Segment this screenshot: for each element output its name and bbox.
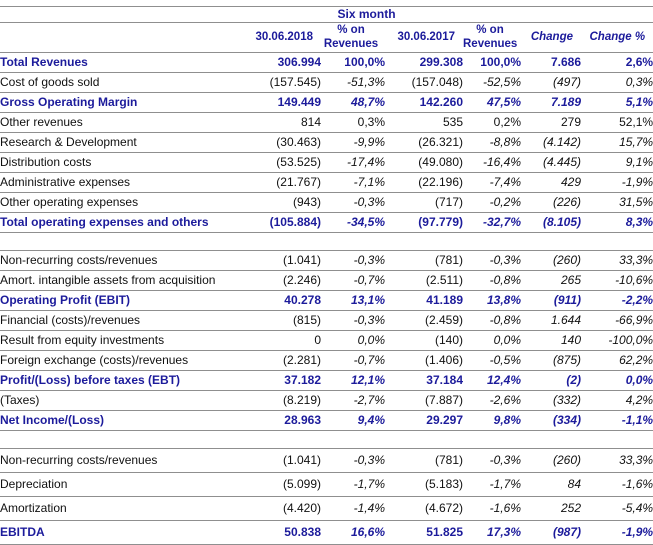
cell-pct-2017: -0,2% <box>489 194 521 209</box>
pct-header-line1: % on <box>476 24 504 37</box>
cell-pct-2017: 12,4% <box>486 372 521 387</box>
cell-change-pct: 0,3% <box>625 74 653 89</box>
cell-value-2018: (157.545) <box>269 74 321 89</box>
cell-change-pct: -66,9% <box>615 312 653 327</box>
spacer-row <box>0 431 653 449</box>
cell-value-2017: (781) <box>434 452 463 467</box>
cell-pct-2018: -0,7% <box>353 352 385 367</box>
cell-change-pct: 15,7% <box>619 134 653 149</box>
column-header-row <box>0 23 653 53</box>
row-label: Financial (costs)/revenues <box>0 312 141 327</box>
cell-change: 429 <box>560 174 581 189</box>
cell-change-pct: 33,3% <box>619 252 653 267</box>
cell-change-pct: -100,0% <box>608 332 653 347</box>
cell-change-pct: 9,1% <box>625 154 653 169</box>
period-group-row <box>0 7 653 23</box>
column-header-pct-2017 <box>463 23 521 53</box>
income-statement-table <box>0 6 653 545</box>
cell-pct-2017: 0,0% <box>493 332 521 347</box>
row-label: Cost of goods sold <box>0 74 100 89</box>
cell-value-2018: (1.041) <box>282 252 321 267</box>
cell-change-pct: 2,6% <box>625 54 653 69</box>
cell-pct-2018: -51,3% <box>346 74 385 89</box>
cell-change: 84 <box>567 476 581 491</box>
cell-value-2018: 37.182 <box>284 372 321 387</box>
cell-pct-2017: 13,8% <box>486 292 521 307</box>
spacer-row <box>0 233 653 251</box>
row-label: Foreign exchange (costs)/revenues <box>0 352 189 367</box>
cell-pct-2018: -1,4% <box>353 500 385 515</box>
table-row <box>0 153 653 173</box>
section-spacer <box>0 431 653 449</box>
cell-value-2017: 299.308 <box>419 54 463 69</box>
cell-change-pct: -5,4% <box>621 500 653 515</box>
cell-pct-2017: -2,6% <box>489 392 521 407</box>
table-row <box>0 351 653 371</box>
cell-value-2018: 40.278 <box>284 292 321 307</box>
cell-value-2017: 51.825 <box>426 524 463 539</box>
cell-pct-2018: -0,3% <box>353 194 385 209</box>
cell-value-2018: 814 <box>300 114 321 129</box>
cell-value-2018: 0 <box>314 332 321 347</box>
cell-pct-2018: -1,7% <box>353 476 385 491</box>
cell-change-pct: 33,3% <box>619 452 653 467</box>
row-label: Total Revenues <box>0 54 88 69</box>
cell-value-2017: (26.321) <box>418 134 463 149</box>
cell-pct-2018: 13,1% <box>350 292 385 307</box>
table-row <box>0 311 653 331</box>
row-label: Research & Development <box>0 134 137 149</box>
cell-value-2018: (4.420) <box>282 500 321 515</box>
table-row <box>0 193 653 213</box>
table-row <box>0 133 653 153</box>
cell-pct-2017: 100,0% <box>480 54 521 69</box>
cell-change-pct: 8,3% <box>625 214 653 229</box>
column-header-date-2018: 30.06.2018 <box>255 31 313 44</box>
table-section-3 <box>0 449 653 545</box>
cell-change: 1.644 <box>550 312 581 327</box>
cell-change: 140 <box>560 332 581 347</box>
table-row <box>0 213 653 233</box>
cell-pct-2017: -8,8% <box>489 134 521 149</box>
cell-change: (260) <box>552 252 581 267</box>
cell-value-2018: 306.994 <box>277 54 321 69</box>
table-row <box>0 497 653 521</box>
column-header-label <box>0 23 245 53</box>
column-header-change: Change <box>530 31 573 44</box>
table-row <box>0 113 653 133</box>
row-label: Other operating expenses <box>0 194 139 209</box>
cell-value-2018: (943) <box>292 194 321 209</box>
cell-pct-2017: -32,7% <box>482 214 521 229</box>
cell-change: (4.445) <box>542 154 581 169</box>
cell-pct-2018: -0,3% <box>353 252 385 267</box>
row-label: (Taxes) <box>0 392 40 407</box>
cell-change-pct: -1,6% <box>621 476 653 491</box>
cell-value-2017: (2.511) <box>425 272 463 287</box>
row-label: Non-recurring costs/revenues <box>0 452 158 467</box>
cell-change: 7.189 <box>550 94 581 109</box>
cell-change: (260) <box>552 452 581 467</box>
cell-value-2018: (53.525) <box>276 154 321 169</box>
cell-change: (332) <box>552 392 581 407</box>
row-label: Gross Operating Margin <box>0 94 138 109</box>
cell-value-2017: (157.048) <box>411 74 463 89</box>
row-label: Distribution costs <box>0 154 92 169</box>
cell-change-pct: 62,2% <box>619 352 653 367</box>
cell-value-2018: 50.838 <box>284 524 321 539</box>
cell-change: (334) <box>552 412 581 427</box>
cell-value-2018: (8.219) <box>282 392 321 407</box>
cell-change-pct: 5,1% <box>625 94 653 109</box>
cell-change: (8.105) <box>542 214 581 229</box>
cell-change: (987) <box>552 524 581 539</box>
cell-pct-2018: 0,3% <box>357 114 385 129</box>
cell-value-2017: (22.196) <box>418 174 463 189</box>
table-row <box>0 449 653 473</box>
cell-change-pct: -1,9% <box>621 174 653 189</box>
cell-pct-2018: -0,7% <box>353 272 385 287</box>
cell-change-pct: -10,6% <box>615 272 653 287</box>
cell-value-2017: (97.779) <box>418 214 463 229</box>
cell-pct-2017: -7,4% <box>489 174 521 189</box>
table-row <box>0 251 653 271</box>
table-row <box>0 271 653 291</box>
period-group-label: Six month <box>337 6 396 21</box>
table-row <box>0 473 653 497</box>
cell-pct-2018: -7,1% <box>353 174 385 189</box>
cell-pct-2018: -9,9% <box>353 134 385 149</box>
pct-header-line2: Revenues <box>323 37 379 50</box>
pct-header-line2: Revenues <box>463 37 518 50</box>
row-label: Amortization <box>0 500 67 515</box>
cell-value-2018: (105.884) <box>269 214 321 229</box>
cell-value-2017: (1.406) <box>424 352 463 367</box>
cell-value-2018: (21.767) <box>276 174 321 189</box>
cell-pct-2017: -0,3% <box>489 452 521 467</box>
cell-value-2017: 29.297 <box>426 412 463 427</box>
cell-value-2017: 142.260 <box>419 94 463 109</box>
row-label: Net Income/(Loss) <box>0 412 105 427</box>
cell-change: 7.686 <box>550 54 581 69</box>
cell-pct-2018: -2,7% <box>353 392 385 407</box>
cell-value-2018: (815) <box>292 312 321 327</box>
cell-pct-2017: 0,2% <box>493 114 521 129</box>
cell-value-2017: (717) <box>434 194 463 209</box>
cell-change: (911) <box>553 292 581 307</box>
cell-pct-2017: -16,4% <box>482 154 521 169</box>
row-label: Administrative expenses <box>0 174 131 189</box>
cell-change-pct: -1,9% <box>621 524 653 539</box>
column-header-date-2017: 30.06.2017 <box>397 31 455 44</box>
cell-value-2018: (30.463) <box>276 134 321 149</box>
table-row <box>0 73 653 93</box>
cell-pct-2018: 12,1% <box>350 372 385 387</box>
cell-pct-2017: -1,6% <box>489 500 521 515</box>
table-row <box>0 331 653 351</box>
cell-pct-2017: 47,5% <box>486 94 521 109</box>
cell-pct-2017: 9,8% <box>493 412 521 427</box>
cell-pct-2017: -0,8% <box>489 312 521 327</box>
cell-value-2017: (49.080) <box>418 154 463 169</box>
row-label: Depreciation <box>0 476 68 491</box>
cell-value-2017: (7.887) <box>424 392 463 407</box>
column-header-pct-2018 <box>321 23 385 53</box>
cell-value-2017: 41.189 <box>426 292 463 307</box>
cell-value-2018: (1.041) <box>282 452 321 467</box>
pct-header-line1: % on <box>337 24 365 37</box>
cell-change-pct: 31,5% <box>619 194 653 209</box>
row-label: Total operating expenses and others <box>0 214 209 229</box>
cell-pct-2017: -0,5% <box>489 352 521 367</box>
table-row <box>0 173 653 193</box>
row-label: Non-recurring costs/revenues <box>0 252 158 267</box>
cell-pct-2018: 16,6% <box>350 524 385 539</box>
cell-change: 252 <box>560 500 581 515</box>
cell-pct-2017: -0,3% <box>489 252 521 267</box>
table-header <box>0 7 653 53</box>
row-label: Operating Profit (EBIT) <box>0 292 130 307</box>
cell-change-pct: 4,2% <box>625 392 653 407</box>
table-row <box>0 391 653 411</box>
cell-value-2017: (140) <box>434 332 463 347</box>
cell-change: 265 <box>560 272 581 287</box>
cell-value-2018: (2.281) <box>282 352 321 367</box>
cell-change: (226) <box>552 194 581 209</box>
cell-pct-2017: -1,7% <box>489 476 521 491</box>
cell-value-2017: (2.459) <box>424 312 463 327</box>
table-section-1 <box>0 53 653 233</box>
cell-pct-2018: -0,3% <box>353 312 385 327</box>
cell-change-pct: 52,1% <box>619 114 653 129</box>
table-row <box>0 411 653 431</box>
cell-value-2017: (4.672) <box>424 500 463 515</box>
table-row <box>0 521 653 545</box>
row-label: Other revenues <box>0 114 83 129</box>
row-label: Profit/(Loss) before taxes (EBT) <box>0 372 181 387</box>
cell-pct-2018: -17,4% <box>346 154 385 169</box>
cell-change: (2) <box>566 372 581 387</box>
cell-change-pct: -2,2% <box>621 292 653 307</box>
cell-value-2018: (5.099) <box>282 476 321 491</box>
table-row <box>0 53 653 73</box>
column-header-change-pct: Change % <box>589 31 646 44</box>
cell-pct-2017: 17,3% <box>486 524 521 539</box>
section-spacer <box>0 233 653 251</box>
row-label: Amort. intangible assets from acquisition <box>0 272 216 287</box>
cell-value-2018: (2.246) <box>282 272 321 287</box>
cell-pct-2017: -0,8% <box>489 272 521 287</box>
cell-pct-2018: 9,4% <box>357 412 385 427</box>
cell-pct-2017: -52,5% <box>482 74 521 89</box>
cell-change-pct: -1,1% <box>621 412 653 427</box>
cell-value-2018: 28.963 <box>284 412 321 427</box>
row-label: EBITDA <box>0 524 45 539</box>
cell-change-pct: 0,0% <box>625 372 653 387</box>
cell-pct-2018: 48,7% <box>350 94 385 109</box>
cell-pct-2018: 0,0% <box>357 332 385 347</box>
table-row <box>0 371 653 391</box>
cell-value-2017: 37.184 <box>426 372 463 387</box>
cell-pct-2018: -0,3% <box>353 452 385 467</box>
spacer-cell <box>0 233 653 251</box>
cell-value-2017: (781) <box>434 252 463 267</box>
cell-pct-2018: -34,5% <box>346 214 385 229</box>
cell-value-2017: (5.183) <box>424 476 463 491</box>
cell-change: (4.142) <box>542 134 581 149</box>
cell-value-2017: 535 <box>442 114 463 129</box>
table-section-2 <box>0 251 653 431</box>
cell-pct-2018: 100,0% <box>344 54 385 69</box>
cell-change: (497) <box>552 74 581 89</box>
table-row <box>0 291 653 311</box>
table-row <box>0 93 653 113</box>
cell-change: 279 <box>560 114 581 129</box>
cell-value-2018: 149.449 <box>277 94 321 109</box>
spacer-cell <box>0 431 653 449</box>
row-label: Result from equity investments <box>0 332 165 347</box>
cell-change: (875) <box>552 352 581 367</box>
